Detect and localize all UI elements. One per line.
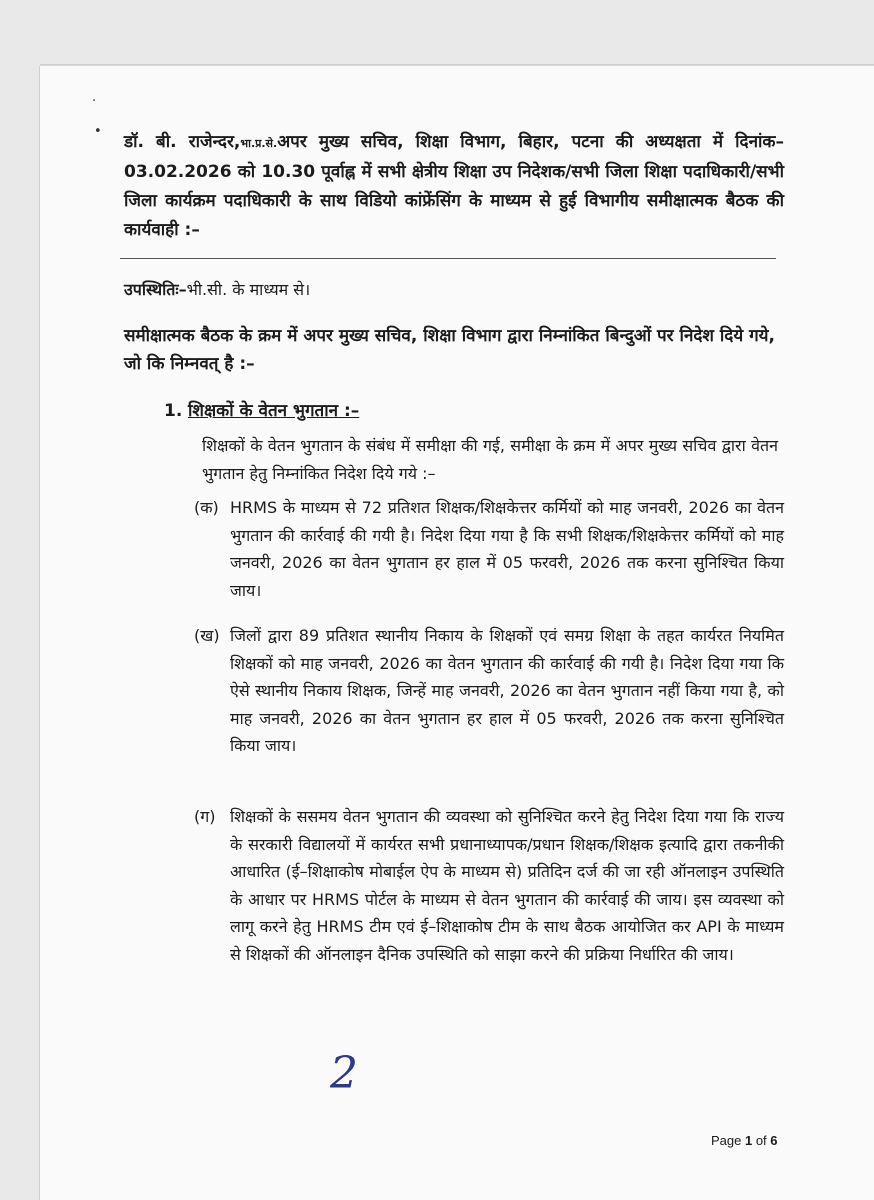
presence-line [124, 278, 310, 300]
section-paragraph: शिक्षकों के वेतन भुगतान के संबंध में समीक्षा की गई, समीक्षा के क्रम में अपर मुख्य सचिव द्वारा वेतन भुगतान हेतु निम्नांकित निदेश दिये गये :– [202, 436, 778, 483]
list-item [194, 494, 784, 604]
heading-divider [120, 258, 776, 259]
document-heading [124, 128, 784, 245]
list-item-label: (क) [194, 498, 219, 517]
handwritten-page-number: 2 [330, 1048, 358, 1099]
footer-of: of [752, 1133, 771, 1148]
intro-paragraph: समीक्षात्मक बैठक के क्रम में अपर मुख्य सचिव, शिक्षा विभाग द्वारा निम्नांकित बिन्दुओं पर निदेश दिये गये, जो कि निम्नवत् है :– [124, 326, 775, 374]
footer-prefix: Page [711, 1133, 745, 1148]
list-item-label: (ग) [194, 807, 216, 826]
footer-current-page: 1 [744, 1133, 753, 1148]
list-item-text: HRMS के माध्यम से 72 प्रतिशत शिक्षक/शिक्षकेत्तर कर्मियों को माह जनवरी, 2026 का वेतन भुगतान की कार्रवाई की गयी है। निदेश दिया गया है कि सभी शिक्षक/शिक्षकेत्तर कर्मियों को माह जनवरी, 2026 का वेतन भुगतान हर हाल में 05 फरवरी, 2026 तक करना सुनिश्चित किया जाय। [230, 498, 784, 600]
presence-label: उपस्थितिः– [124, 280, 187, 299]
section-title [164, 398, 359, 421]
list-item-text: शिक्षकों के ससमय वेतन भुगतान की व्यवस्था को सुनिश्चित करने हेतु निदेश दिया गया कि राज्य के सरकारी विद्यालयों में कार्यरत सभी प्रधानाध्यापक/प्रधान शिक्षक/शिक्षक इत्यादि द्वारा तकनीकी आधारित (ई–शिक्षाकोष मोबाईल ऐप के माध्यम से) प्रतिदिन दर्ज की जा रही ऑनलाइन उपस्थिति के आधार पर HRMS पोर्टल के माध्यम से वेतन भुगतान की कार्रवाई की जाय। इस व्यवस्था को लागू करने हेतु HRMS टीम एवं ई–शिक्षाकोष टीम के साथ बैठक आयोजित कर API के माध्यम से शिक्षकों की ऑनलाइन दैनिक उपस्थिति को साझा करने की प्रक्रिया निर्धारित की जाय। [230, 807, 784, 964]
footer-total-pages: 6 [770, 1133, 778, 1148]
margin-mark: • [94, 124, 102, 139]
page-footer [711, 1133, 778, 1148]
list-item-label: (ख) [194, 626, 220, 645]
heading-service-suffix: भा.प्र.से. [240, 137, 278, 150]
heading-text: अपर मुख्य सचिव, शिक्षा विभाग, बिहार, पटना की अध्यक्षता में दिनांक–03.02.2026 को 10.30 पूर्वाह्न में सभी क्षेत्रीय शिक्षा उप निदेशक/सभी जिला शिक्षा पदाधिकारी/सभी जिला कार्यक्रम पदाधिकारी के साथ विडियो कांफ्रेंसिंग के माध्यम से हुई विभागीय समीक्षात्मक बैठक की कार्यवाही :– [124, 132, 784, 240]
list-item [194, 803, 784, 968]
list-item-text: जिलों द्वारा 89 प्रतिशत स्थानीय निकाय के शिक्षकों एवं समग्र शिक्षा के तहत कार्यरत नियमित शिक्षकों को माह जनवरी, 2026 का वेतन भुगतान की कार्रवाई की गयी है। निदेश दिया गया कि ऐसे स्थानीय निकाय शिक्षक, जिन्हें माह जनवरी, 2026 का वेतन भुगतान नहीं किया गया है, को माह जनवरी, 2026 का वेतन भुगतान हर हाल में 05 फरवरी, 2026 तक करना सुनिश्चित किया जाय। [230, 626, 784, 755]
section-number: 1. [164, 401, 183, 421]
section-title-text: शिक्षकों के वेतन भुगतान :– [188, 401, 360, 421]
heading-name: डॉ. बी. राजेन्दर, [124, 132, 241, 152]
presence-value: भी.सी. के माध्यम से। [186, 280, 311, 299]
list-item [194, 622, 784, 760]
margin-mark: . [92, 90, 97, 105]
